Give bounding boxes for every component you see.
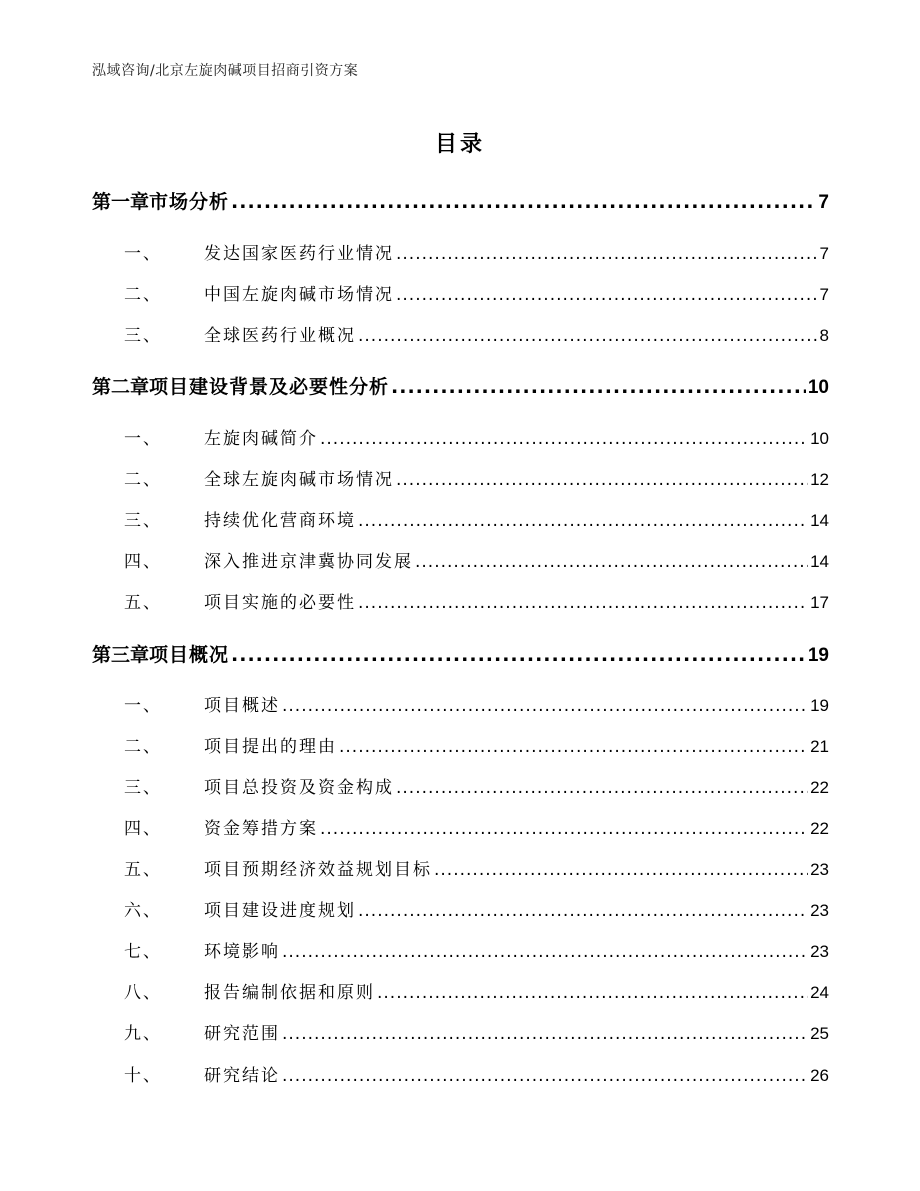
toc-page-number: 22	[810, 819, 829, 838]
toc-entry-label: 项目实施的必要性	[204, 593, 356, 613]
toc-section-entry[interactable]	[92, 321, 829, 346]
toc-entry-number: 第三章	[92, 644, 150, 666]
toc-dot-leader	[358, 901, 808, 921]
toc-page-number: 17	[810, 593, 829, 612]
toc-entry-label: 中国左旋肉碱市场情况	[204, 285, 394, 305]
toc-entry-number: 五、	[124, 860, 162, 880]
toc-entry-number: 八、	[124, 983, 162, 1003]
toc-section-entry[interactable]	[92, 814, 829, 839]
toc-dot-leader	[231, 644, 806, 666]
toc-entry-number: 三、	[124, 511, 162, 531]
toc-section-entry[interactable]	[92, 896, 829, 921]
toc-page-number: 8	[819, 326, 829, 345]
toc-dot-leader	[391, 376, 806, 398]
toc-section-entry[interactable]	[92, 239, 829, 264]
toc-dot-leader	[320, 819, 808, 839]
toc-page-number: 19	[810, 696, 829, 715]
toc-entry-number: 一、	[124, 429, 162, 449]
toc-dot-leader	[231, 191, 816, 213]
toc-page-number: 19	[807, 645, 829, 666]
toc-dot-leader	[415, 552, 808, 572]
toc-entry-number: 三、	[124, 778, 162, 798]
toc-page-number: 7	[819, 244, 829, 263]
toc-section-entry[interactable]	[92, 506, 829, 531]
toc-page-number: 23	[810, 860, 829, 879]
toc-entry-label: 项目建设进度规划	[204, 901, 356, 921]
toc-page-number: 14	[810, 552, 829, 571]
toc-entry-number: 六、	[124, 901, 162, 921]
toc-page-number: 10	[810, 429, 829, 448]
toc-entry-number: 十、	[124, 1066, 162, 1086]
toc-page-number: 24	[810, 983, 829, 1002]
toc-page-number: 7	[819, 285, 829, 304]
toc-section-entry[interactable]	[92, 1061, 829, 1086]
toc-section-entry[interactable]	[92, 937, 829, 962]
toc-dot-leader	[358, 511, 808, 531]
toc-section-entry[interactable]	[92, 424, 829, 449]
toc-entry-label: 项目预期经济效益规划目标	[204, 860, 432, 880]
toc-dot-leader	[282, 1066, 808, 1086]
toc-page-number: 7	[818, 192, 829, 213]
toc-page-number: 26	[810, 1066, 829, 1085]
toc-page-number: 22	[810, 778, 829, 797]
page-title: 目录	[434, 132, 485, 157]
toc-chapter-entry[interactable]	[92, 187, 829, 214]
toc-entry-label: 环境影响	[204, 942, 280, 962]
toc-section-entry[interactable]	[92, 547, 829, 572]
toc-entry-label: 研究结论	[204, 1066, 280, 1086]
toc-dot-leader	[320, 429, 808, 449]
toc-page-number: 21	[810, 737, 829, 756]
toc-entry-label: 发达国家医药行业情况	[204, 244, 394, 264]
toc-dot-leader	[282, 942, 808, 962]
toc-dot-leader	[358, 593, 808, 613]
toc-section-entry[interactable]	[92, 773, 829, 798]
toc-dot-leader	[339, 737, 808, 757]
toc-dot-leader	[396, 244, 818, 264]
toc-entry-label: 全球左旋肉碱市场情况	[204, 470, 394, 490]
toc-entry-label: 报告编制依据和原则	[204, 983, 375, 1003]
toc-entry-label: 项目概述	[204, 696, 280, 716]
toc-entry-label: 持续优化营商环境	[204, 511, 356, 531]
toc-entry-label: 全球医药行业概况	[204, 326, 356, 346]
toc-entry-label: 项目总投资及资金构成	[204, 778, 394, 798]
toc-entry-number: 五、	[124, 593, 162, 613]
toc-page-number: 23	[810, 942, 829, 961]
toc-chapter-entry[interactable]	[92, 372, 829, 399]
toc-chapter-entry[interactable]	[92, 640, 829, 667]
toc-dot-leader	[396, 285, 818, 305]
toc-entry-number: 一、	[124, 244, 162, 264]
toc-page-number: 14	[810, 511, 829, 530]
toc-dot-leader	[377, 983, 808, 1003]
page-header: 泓域咨询/北京左旋肉碱项目招商引资方案	[92, 63, 359, 79]
toc-entry-label: 深入推进京津冀协同发展	[204, 552, 413, 572]
toc-section-entry[interactable]	[92, 691, 829, 716]
toc-entry-number: 二、	[124, 470, 162, 490]
toc-entry-number: 七、	[124, 942, 162, 962]
toc-section-entry[interactable]	[92, 855, 829, 880]
toc-entry-number: 二、	[124, 737, 162, 757]
toc-section-entry[interactable]	[92, 588, 829, 613]
toc-page-number: 12	[810, 470, 829, 489]
toc-entry-number: 二、	[124, 285, 162, 305]
toc-entry-label: 左旋肉碱简介	[204, 429, 318, 449]
toc-section-entry[interactable]	[92, 280, 829, 305]
toc-dot-leader	[282, 696, 808, 716]
toc-section-entry[interactable]	[92, 1019, 829, 1044]
toc-dot-leader	[396, 778, 808, 798]
toc-entry-label: 项目提出的理由	[204, 737, 337, 757]
toc-page-number: 10	[807, 377, 829, 398]
toc-entry-number: 三、	[124, 326, 162, 346]
toc-entry-label: 研究范围	[204, 1024, 280, 1044]
toc-entry-number: 四、	[124, 552, 162, 572]
toc-dot-leader	[282, 1024, 808, 1044]
toc-entry-number: 一、	[124, 696, 162, 716]
toc-section-entry[interactable]	[92, 732, 829, 757]
toc-entry-label: 市场分析	[149, 191, 230, 213]
toc-dot-leader	[396, 470, 808, 490]
toc-entry-number: 第一章	[92, 191, 150, 213]
toc-page-number: 23	[810, 901, 829, 920]
toc-dot-leader	[358, 326, 818, 346]
toc-entry-number: 九、	[124, 1024, 162, 1044]
toc-dot-leader	[434, 860, 808, 880]
toc-entry-label: 项目概况	[149, 644, 230, 666]
toc-entry-number: 第二章	[92, 376, 150, 398]
toc-section-entry[interactable]	[92, 978, 829, 1003]
toc-page-number: 25	[810, 1024, 829, 1043]
toc-entry-label: 资金筹措方案	[204, 819, 318, 839]
toc-entry-label: 项目建设背景及必要性分析	[149, 376, 390, 398]
toc-entry-number: 四、	[124, 819, 162, 839]
toc-section-entry[interactable]	[92, 465, 829, 490]
